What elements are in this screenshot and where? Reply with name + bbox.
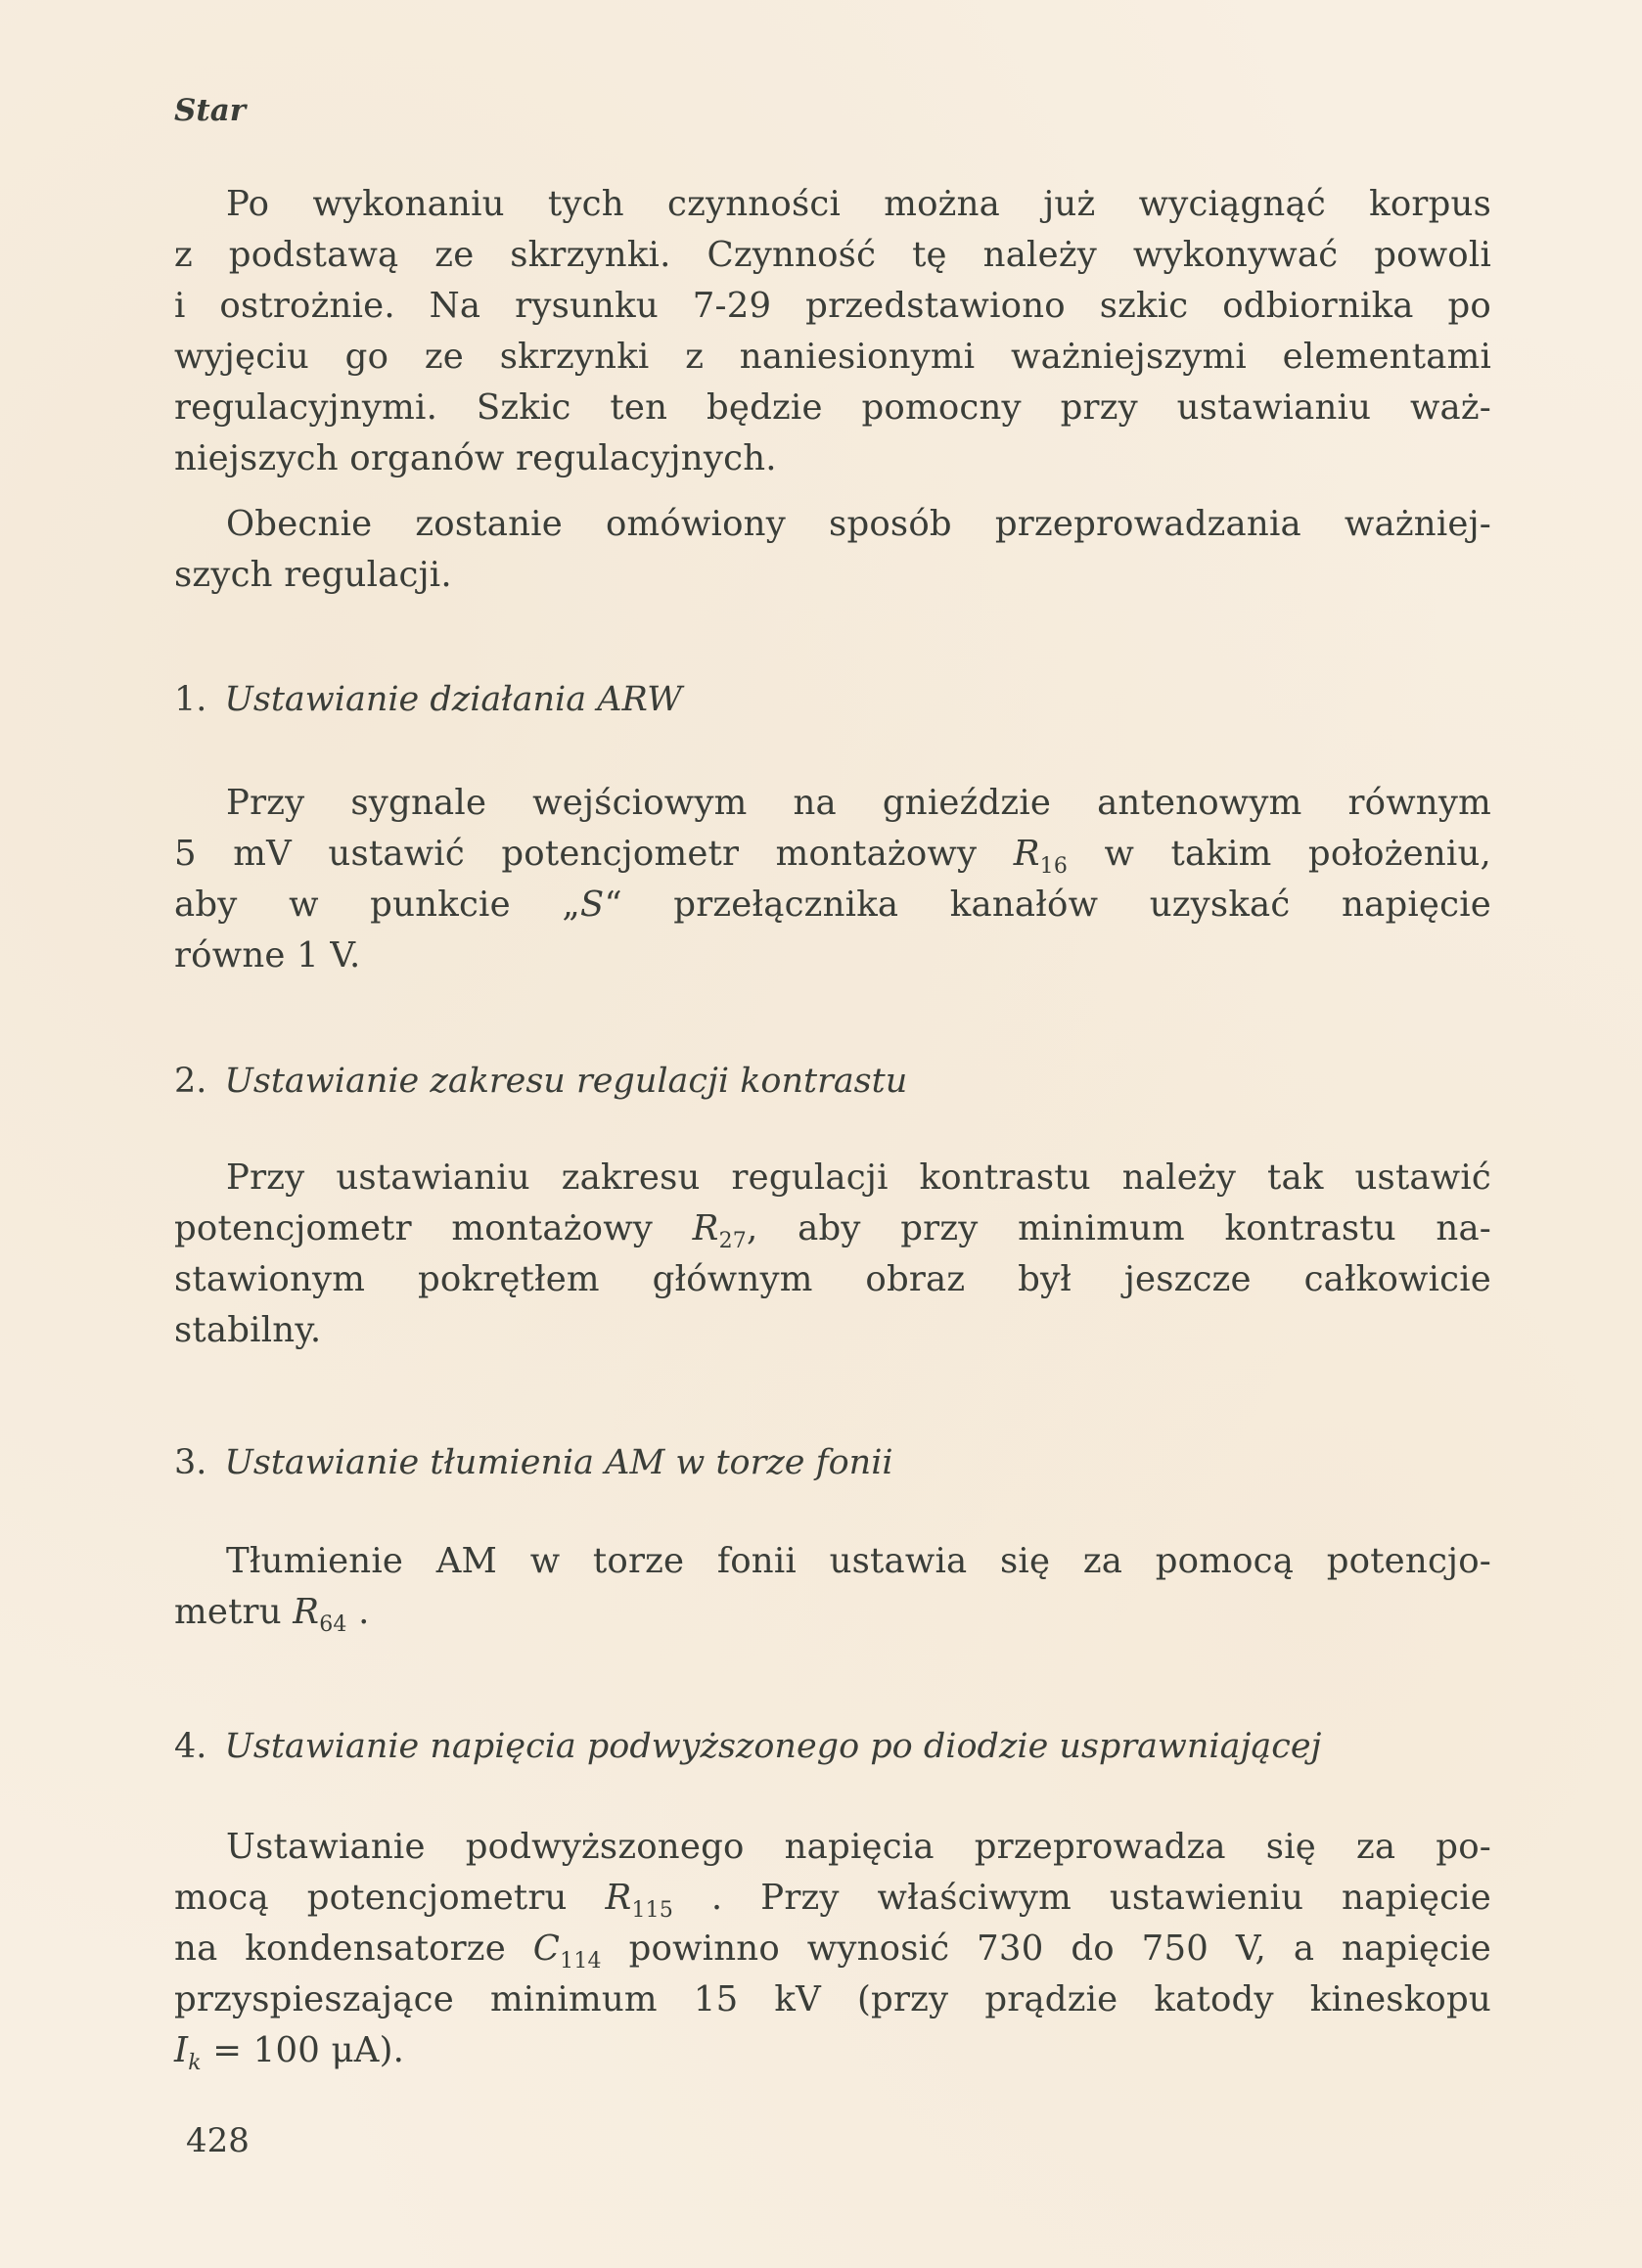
section-number: 1. — [174, 680, 207, 719]
section-heading-3 — [174, 1443, 893, 1482]
text-line: mocą potencjometru $R_{115}$ . Przy właściwym ustawieniu napięcie — [174, 1878, 1491, 1923]
text-line: regulacyjnymi. Szkic ten będzie pomocny przy ustawianiu waż- — [174, 387, 1491, 428]
section-1-paragraph — [174, 778, 1491, 981]
text-line: potencjometr montażowy $R_{27}$, aby przy minimum kontrastu na- — [174, 1208, 1492, 1253]
section-number: 2. — [174, 1062, 207, 1101]
text-line: Tłumienie AM w torze fonii ustawia się za pomocą potencjo- — [226, 1541, 1491, 1581]
section-title: Ustawianie działania ARW — [224, 680, 683, 719]
intro-paragraph-2 — [174, 499, 1491, 601]
section-heading-1 — [174, 680, 682, 719]
resistor-symbol: R — [293, 1592, 320, 1632]
section-4-paragraph — [174, 1822, 1491, 2076]
text-line: z podstawą ze skrzynki. Czynność tę należy wykonywać powoli — [174, 235, 1491, 275]
resistor-symbol: R — [692, 1208, 719, 1248]
text-line: przyspieszające minimum 15 kV (przy prądzie katody kineskopu — [174, 1979, 1491, 2019]
section-title: Ustawianie zakresu regulacji kontrastu — [224, 1062, 908, 1101]
section-number: 3. — [174, 1443, 207, 1482]
section-title: Ustawianie tłumienia AM w torze fonii — [224, 1443, 893, 1482]
text-line: Po wykonaniu tych czynności można już wyciągnąć korpus — [226, 184, 1491, 224]
section-heading-2 — [174, 1062, 907, 1101]
resistor-symbol: R — [605, 1878, 632, 1918]
text-line: Ustawianie podwyższonego napięcia przeprowadza się za po- — [226, 1827, 1491, 1867]
current-symbol: I — [174, 2030, 189, 2070]
text-line: stawionym pokrętłem głównym obraz był jeszcze całkowicie — [174, 1259, 1491, 1299]
text-line: szych regulacji. — [174, 555, 452, 595]
text-line: Przy sygnale wejściowym na gnieździe antenowym równym — [226, 783, 1491, 823]
text-line: Obecnie zostanie omówiony sposób przeprowadzania ważniej- — [226, 504, 1491, 544]
text-line: 5 mV ustawić potencjometr montażowy $R_{16}$ w takim położeniu, — [174, 834, 1491, 879]
text-line: stabilny. — [174, 1310, 322, 1350]
text-line: i ostrożnie. Na rysunku 7-29 przedstawiono szkic odbiornika po — [174, 286, 1491, 326]
page-number: 428 — [186, 2121, 250, 2160]
text-line: na kondensatorze $C_{114}$ powinno wynosić 730 do 750 V, a napięcie — [174, 1928, 1491, 1973]
section-title: Ustawianie napięcia podwyższonego po diodzie usprawniającej — [224, 1727, 1322, 1766]
text-line: niejszych organów regulacyjnych. — [174, 438, 777, 478]
section-3-paragraph — [174, 1536, 1491, 1638]
section-2-paragraph — [174, 1153, 1491, 1356]
section-heading-4 — [174, 1727, 1321, 1766]
capacitor-symbol: C — [532, 1928, 561, 1969]
resistor-symbol: R — [1013, 834, 1040, 874]
intro-paragraph-1 — [174, 179, 1491, 484]
text-line: aby w punkcie „S“ przełącznika kanałów uzyskać napięcie — [174, 885, 1491, 925]
text-line: równe 1 V. — [174, 935, 361, 975]
text-line: wyjęciu go ze skrzynki z naniesionymi ważniejszymi elementami — [174, 337, 1491, 377]
text-line: metru $R_{64}$ . — [174, 1592, 370, 1637]
running-head: Star — [174, 93, 247, 128]
section-number: 4. — [174, 1727, 207, 1766]
text-line: Przy ustawianiu zakresu regulacji kontrastu należy tak ustawić — [226, 1157, 1491, 1198]
text-line: $I_k = 100$ μA). — [174, 2030, 405, 2075]
point-symbol: S — [579, 885, 605, 925]
